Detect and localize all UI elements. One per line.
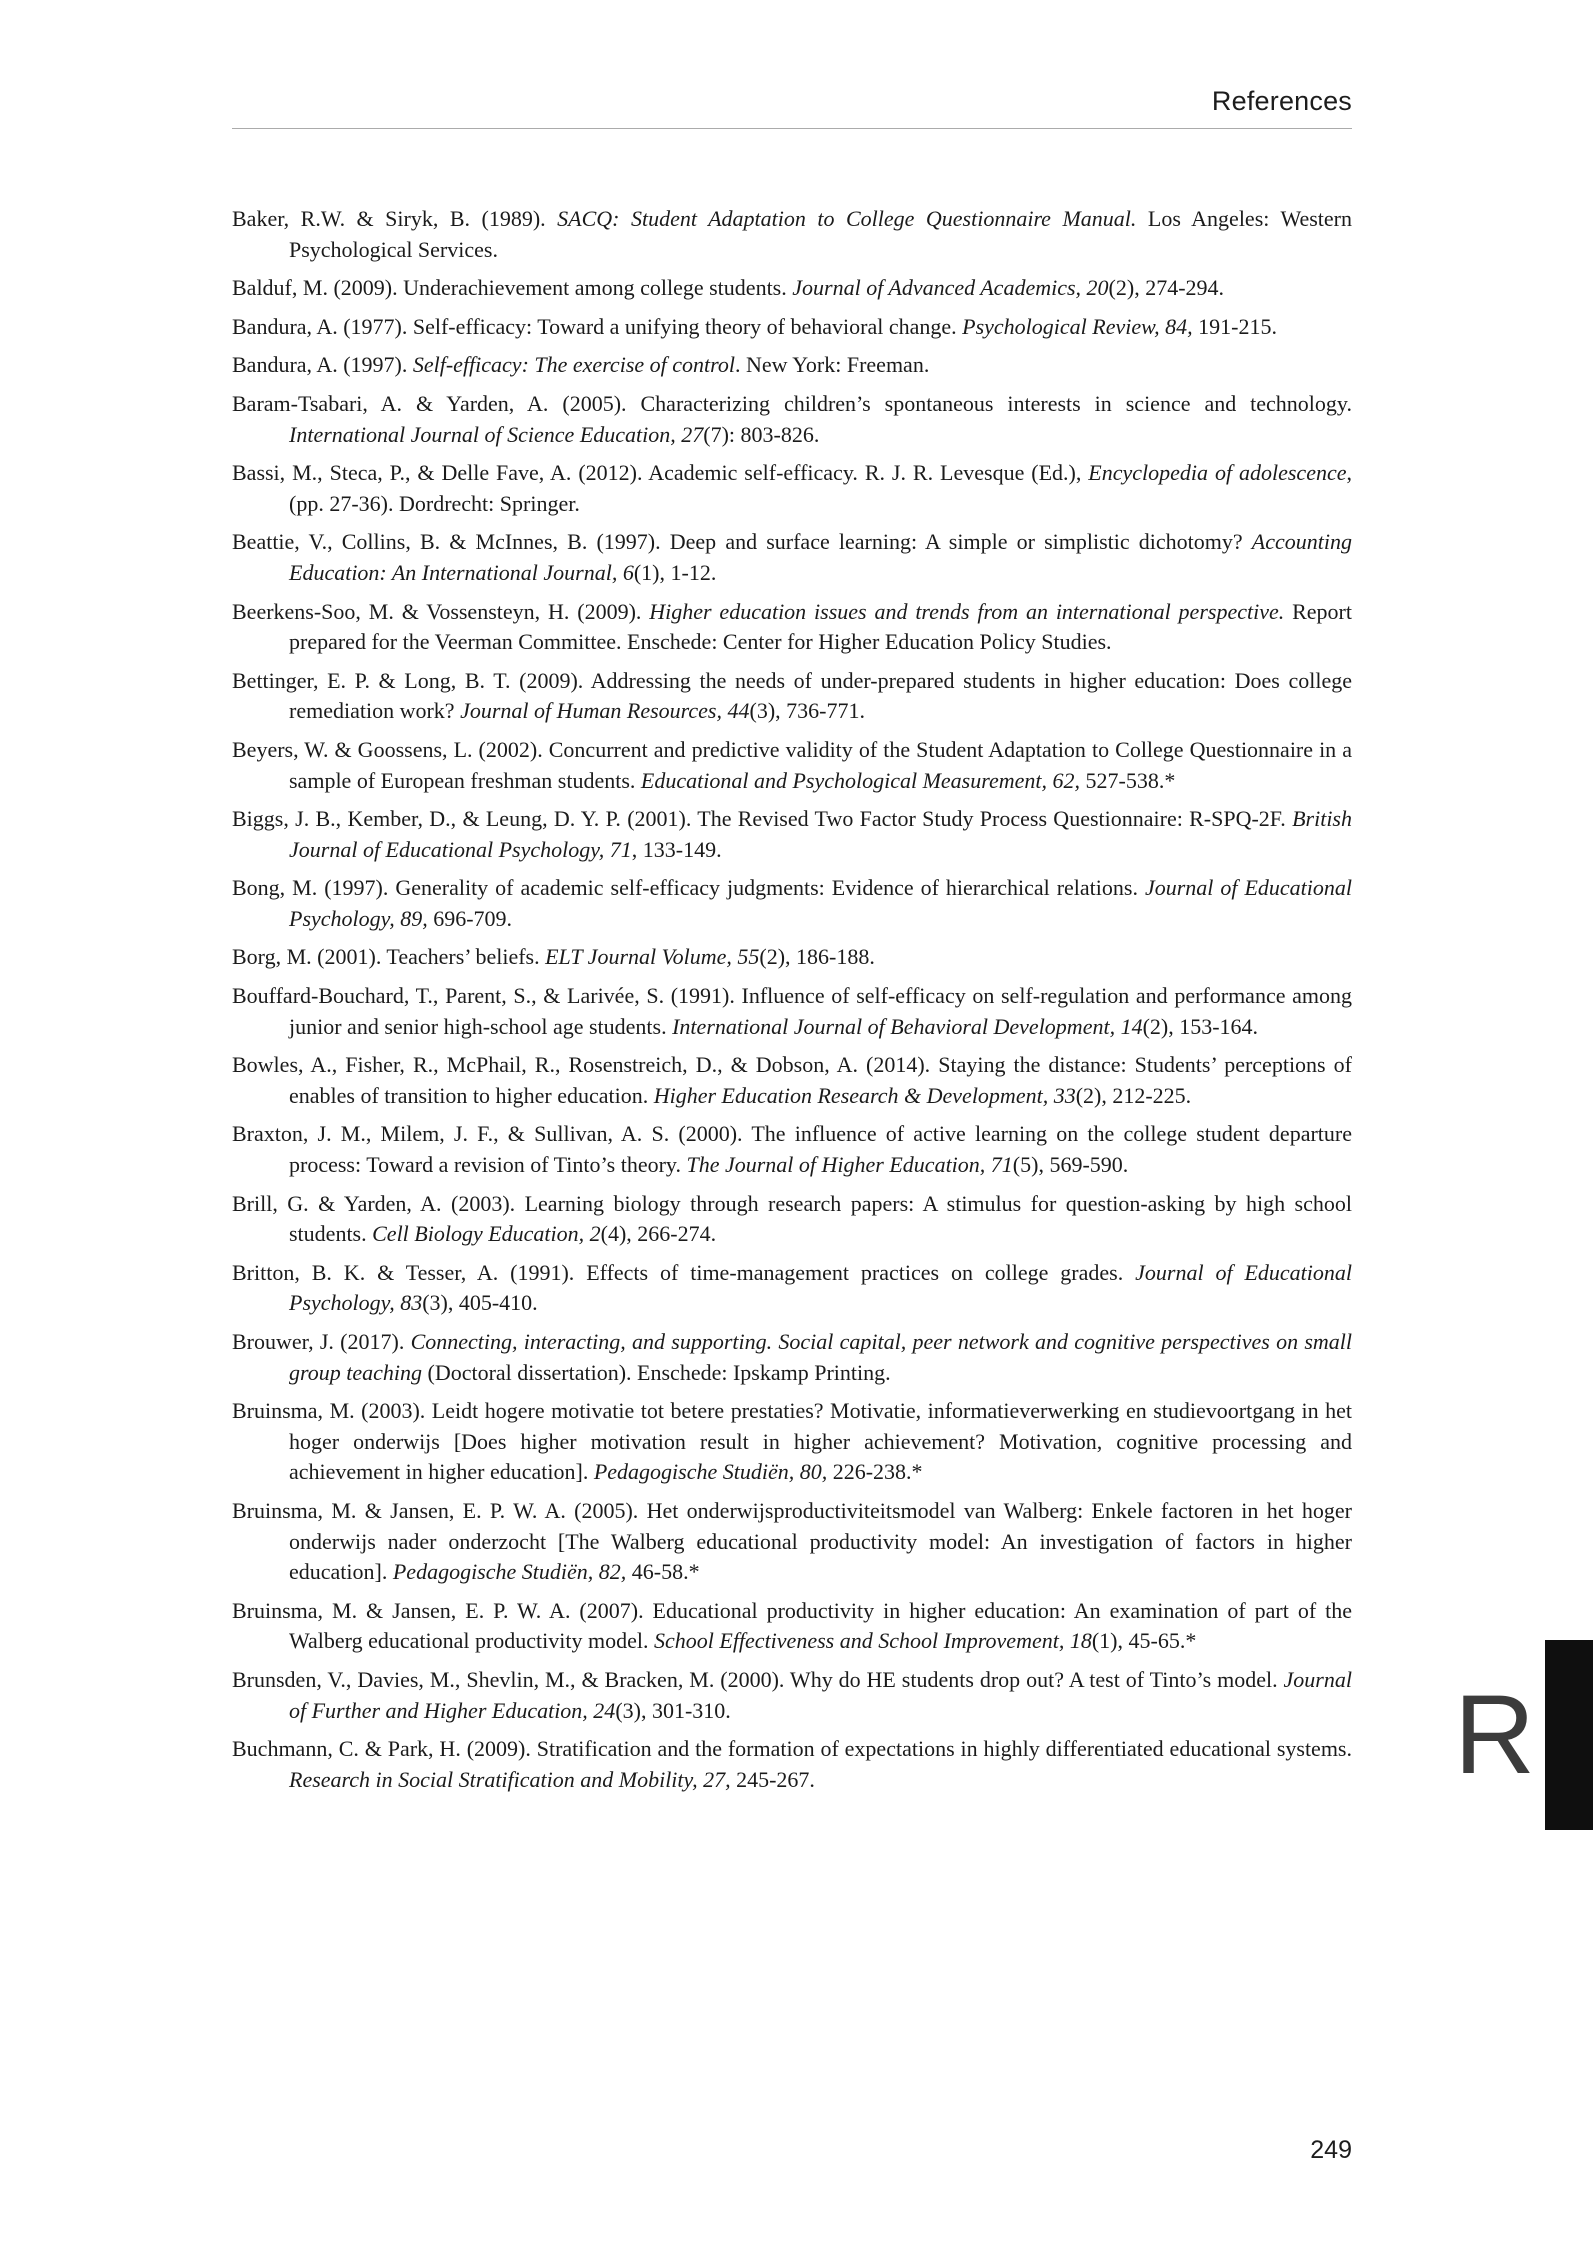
reference-segment-italic: Journal of Human Resources, 44 <box>460 698 750 724</box>
reference-segment: Brill, G. & Yarden, A. (2003). Learning biology through research papers: A stimulus for question-asking by high school students. <box>232 1190 1352 1247</box>
reference-segment: Buchmann, C. & Park, H. (2009). Stratification and the formation of expectations in highly differentiated educational systems. <box>232 1736 1352 1762</box>
reference-segment: 46-58.* <box>626 1559 700 1585</box>
reference-segment: Bandura, A. (1997). <box>232 352 413 378</box>
reference-segment: Balduf, M. (2009). Underachievement among college students. <box>232 275 793 301</box>
reference-entry <box>232 204 1352 265</box>
reference-segment-italic: Cell Biology Education, 2 <box>372 1221 601 1247</box>
reference-segment-italic: International Journal of Science Education, 27 <box>289 421 704 447</box>
reference-segment-italic: Journal of Further and Higher Education, 24 <box>289 1666 1352 1723</box>
reference-segment-italic: International Journal of Behavioral Development, 14 <box>672 1013 1143 1039</box>
reference-segment: (2), 274-294. <box>1108 275 1225 301</box>
reference-entry <box>232 1496 1352 1588</box>
reference-entry <box>232 804 1352 865</box>
reference-entry <box>232 312 1352 343</box>
reference-segment: Bruinsma, M. (2003). Leidt hogere motivatie tot betere prestaties? Motivatie, informatieverwerking en studievoortgang in het hoger onderwijs [Does higher motivation result in higher achievement? Motivation, cognitive processing and achievement in higher education]. <box>232 1398 1352 1485</box>
reference-segment: (7): 803-826. <box>703 421 820 447</box>
reference-segment: Bruinsma, M. & Jansen, E. P. W. A. (2007). Educational productivity in higher education: An examination of part of the Walberg educational productivity model. <box>232 1597 1352 1654</box>
reference-entry <box>232 1734 1352 1795</box>
reference-segment: Beerkens-Soo, M. & Vossensteyn, H. (2009). <box>232 598 650 624</box>
reference-segment: Bouffard-Bouchard, T., Parent, S., & Larivée, S. (1991). Influence of self-efficacy on self-regulation and performance among junior and senior high-school age students. <box>232 983 1352 1039</box>
reference-segment-italic: Journal of Educational Psychology, 89, <box>289 875 1352 931</box>
reference-segment: (1), 1-12. <box>633 559 717 585</box>
running-header-title: References <box>1211 86 1352 116</box>
page-number: 249 <box>1310 2136 1352 2164</box>
reference-segment: Beattie, V., Collins, B. & McInnes, B. (1997). Deep and surface learning: A simple or simplistic dichotomy? <box>232 529 1252 555</box>
reference-segment: (2), 212-225. <box>1075 1082 1192 1108</box>
reference-segment: 191-215. <box>1192 313 1277 339</box>
reference-segment: Braxton, J. M., Milem, J. F., & Sullivan, A. S. (2000). The influence of active learning on the college student departure process: Toward a revision of Tinto’s theory. <box>232 1121 1352 1178</box>
reference-segment: 245-267. <box>730 1766 815 1792</box>
reference-segment-italic: Pedagogische Studiën, 80, <box>593 1459 828 1485</box>
reference-segment: (3), 301-310. <box>615 1697 731 1723</box>
reference-segment-italic: Research in Social Stratification and Mobility, 27, <box>289 1766 731 1792</box>
reference-segment: (3), 405-410. <box>422 1290 538 1316</box>
reference-segment: Biggs, J. B., Kember, D., & Leung, D. Y. P. (2001). The Revised Two Factor Study Process Questionnaire: R-SPQ-2F. <box>232 806 1293 832</box>
reference-segment: Bruinsma, M. & Jansen, E. P. W. A. (2005). Het onderwijsproductiviteitsmodel van Walberg: Enkele factoren in het hoger onderwijs nader onderzocht [The Walberg educational productivity model: An investigation of factors in higher education]. <box>232 1497 1352 1585</box>
reference-entry <box>232 735 1352 796</box>
reference-entry <box>232 1189 1352 1250</box>
reference-segment-italic: SACQ: Student Adaptation to College Questionnaire Manual. <box>557 206 1137 231</box>
page-footer <box>232 2136 1352 2165</box>
reference-segment: Brouwer, J. (2017). <box>232 1329 411 1354</box>
reference-segment: (3), 736-771. <box>749 698 865 724</box>
reference-entry <box>232 666 1352 727</box>
reference-segment: Britton, B. K. & Tesser, A. (1991). Effects of time-management practices on college grades. <box>232 1259 1136 1285</box>
reference-segment: Los Angeles: Western Psychological Services. <box>289 206 1353 262</box>
reference-segment-italic: School Effectiveness and School Improvement, 18 <box>654 1628 1092 1654</box>
reference-segment: Report prepared for the Veerman Committee. Enschede: Center for Higher Education Policy Studies. <box>289 598 1352 655</box>
reference-segment: (Doctoral dissertation). Enschede: Ipskamp Printing. <box>422 1359 891 1385</box>
reference-segment: . New York: Freeman. <box>735 352 930 378</box>
reference-segment-italic: Higher Education Research & Development, 33 <box>653 1082 1076 1108</box>
reference-entry <box>232 1396 1352 1488</box>
reference-entry <box>232 1119 1352 1180</box>
reference-entry <box>232 1596 1352 1657</box>
reference-segment-italic: Psychological Review, 84, <box>962 313 1193 339</box>
reference-segment: (2), 186-188. <box>759 944 875 970</box>
reference-segment: Bettinger, E. P. & Long, B. T. (2009). Addressing the needs of under-prepared students in higher education: Does college remediation work? <box>232 667 1352 724</box>
reference-segment: Bandura, A. (1977). Self-efficacy: Toward a unifying theory of behavioral change. <box>232 313 963 339</box>
reference-segment: Bassi, M., Steca, P., & Delle Fave, A. (2012). Academic self-efficacy. R. J. R. Levesque (Ed.), <box>232 460 1089 486</box>
reference-segment: Bowles, A., Fisher, R., McPhail, R., Rosenstreich, D., & Dobson, A. (2014). Staying the distance: Students’ perceptions of enables of transition to higher education. <box>232 1052 1352 1108</box>
reference-segment: 527-538.* <box>1080 767 1176 793</box>
reference-entry <box>232 1258 1352 1319</box>
reference-segment: Brunsden, V., Davies, M., Shevlin, M., & Bracken, M. (2000). Why do HE students drop out? A test of Tinto’s model. <box>232 1666 1284 1692</box>
reference-entry <box>232 1327 1352 1388</box>
reference-entry <box>232 458 1352 519</box>
chapter-tab-letter: R <box>1454 1672 1535 1797</box>
chapter-tab <box>1454 1640 1593 1830</box>
reference-segment-italic: Pedagogische Studiën, 82, <box>392 1559 627 1585</box>
reference-entry <box>232 389 1352 450</box>
reference-segment: 696-709. <box>427 905 513 931</box>
reference-segment: Beyers, W. & Goossens, L. (2002). Concurrent and predictive validity of the Student Adaptation to College Questionnaire in a sample of European freshman students. <box>232 736 1352 793</box>
reference-segment: Baram-Tsabari, A. & Yarden, A. (2005). Characterizing children’s spontaneous interests in science and technology. <box>232 390 1352 416</box>
reference-segment-italic: British Journal of Educational Psychology, 71 <box>289 806 1352 862</box>
reference-segment: (2), 153-164. <box>1142 1013 1259 1039</box>
reference-segment: Borg, M. (2001). Teachers’ beliefs. <box>232 944 546 970</box>
reference-segment: , (pp. 27-36). Dordrecht: Springer. <box>289 460 1352 516</box>
reference-segment-italic: Higher education issues and trends from an international perspective. <box>649 598 1285 624</box>
reference-segment-italic: Self-efficacy: The exercise of control <box>412 352 735 378</box>
reference-entry <box>232 1665 1352 1726</box>
header-rule <box>232 128 1352 129</box>
reference-entry <box>232 527 1352 588</box>
reference-entry <box>232 350 1352 381</box>
reference-segment-italic: Journal of Educational Psychology, 83 <box>289 1259 1353 1316</box>
reference-segment-italic: Connecting, interacting, and supporting. Social capital, peer network and cognitive perspectives on small group teaching <box>289 1329 1353 1385</box>
reference-segment: , 133-149. <box>631 836 722 862</box>
reference-segment-italic: Encyclopedia of adolescence <box>1088 460 1347 486</box>
reference-entry <box>232 273 1352 304</box>
reference-entry <box>232 1050 1352 1111</box>
chapter-tab-block <box>1545 1640 1593 1830</box>
reference-segment-italic: Journal of Advanced Academics, 20 <box>792 275 1109 301</box>
reference-entry <box>232 981 1352 1042</box>
reference-entry <box>232 597 1352 658</box>
reference-segment-italic: ELT Journal Volume, 55 <box>545 944 760 970</box>
reference-segment-italic: Educational and Psychological Measurement, 62, <box>640 767 1081 793</box>
reference-segment: (4), 266-274. <box>600 1221 717 1247</box>
reference-segment-italic: The Journal of Higher Education, 71 <box>686 1152 1013 1178</box>
reference-segment: (5), 569-590. <box>1012 1152 1129 1178</box>
reference-segment: 226-238.* <box>827 1459 923 1485</box>
references-list <box>232 204 1352 1803</box>
page-header <box>232 86 1352 129</box>
reference-entry <box>232 942 1352 973</box>
reference-entry <box>232 873 1352 934</box>
reference-segment-italic: Accounting Education: An International Journal, 6 <box>289 529 1352 585</box>
reference-segment: Baker, R.W. & Siryk, B. (1989). <box>232 206 558 231</box>
reference-segment: (1), 45-65.* <box>1091 1628 1197 1654</box>
reference-segment: Bong, M. (1997). Generality of academic self-efficacy judgments: Evidence of hierarchical relations. <box>232 875 1145 901</box>
